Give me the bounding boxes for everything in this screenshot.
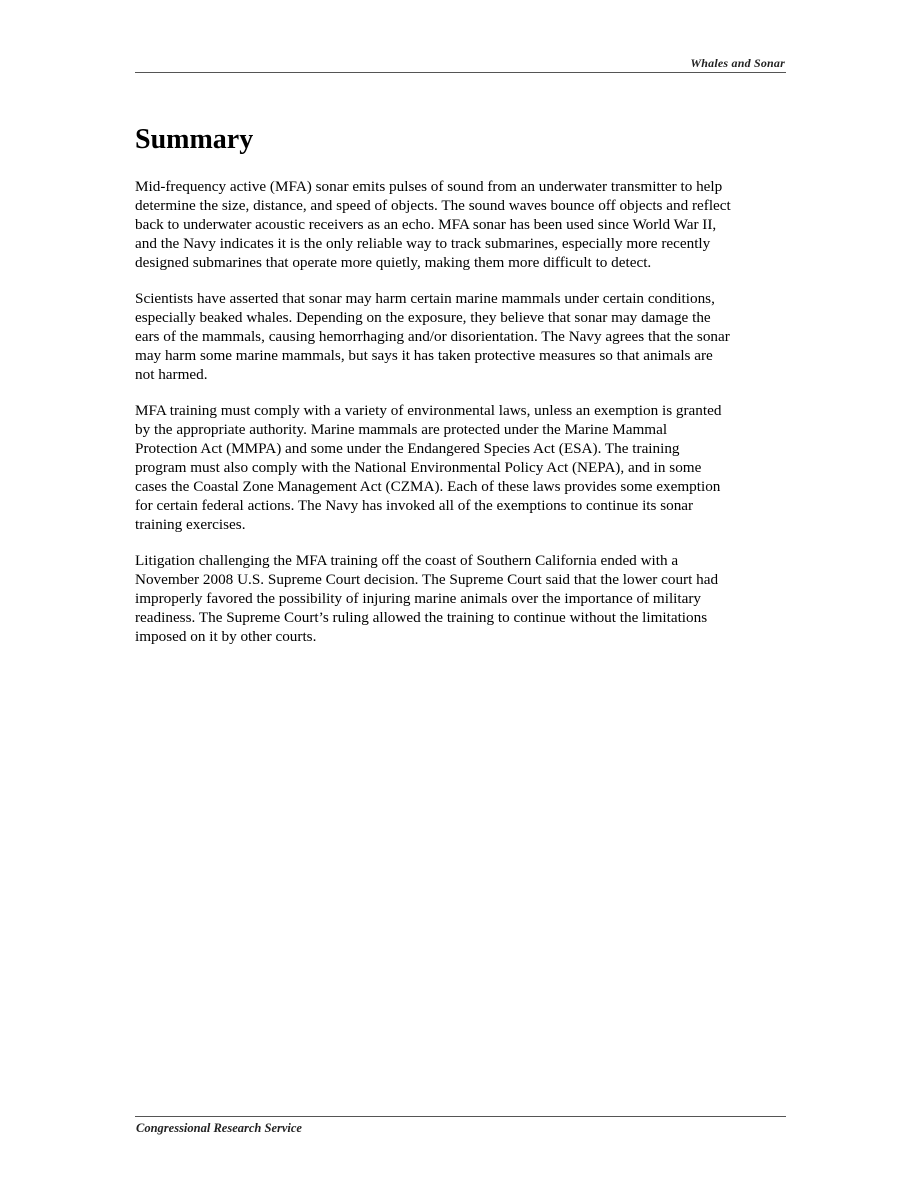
paragraph-marine-mammal-harm: Scientists have asserted that sonar may harm certain marine mammals under certain conditions, especially beaked whales. Depending on the exposure, they believe that sonar may damage the ears of the mammals, causing hemorrhaging and/or disorientation. The Navy agrees that the sonar may harm some marine mammals, but says it has taken protective measures so that animals are not harmed. [135, 290, 730, 383]
running-footer [135, 1116, 786, 1135]
footer-organization: Congressional Research Service [136, 1121, 302, 1135]
paragraph-sonar-overview: Mid-frequency active (MFA) sonar emits pulses of sound from an underwater transmitter to help determine the size, distance, and speed of objects. The sound waves bounce off objects and reflect back to underwater acoustic receivers as an echo. MFA sonar has been used since World War II, and the Navy indicates it is the only reliable way to track submarines, especially more recently designed submarines that operate more quietly, making them more difficult to detect. [135, 178, 731, 271]
running-header-title: Whales and Sonar [690, 56, 785, 70]
paragraph-environmental-laws: MFA training must comply with a variety of environmental laws, unless an exemption is granted by the appropriate authority. Marine mammals are protected under the Marine Mammal Protection Act (MMPA) and some under the Endangered Species Act (ESA). The training program must also comply with the National Environmental Policy Act (NEPA), and in some cases the Coastal Zone Management Act (CZMA). Each of these laws provides some exemption for certain federal actions. The Navy has invoked all of the exemptions to continue its sonar training exercises. [135, 402, 722, 533]
paragraph-litigation: Litigation challenging the MFA training off the coast of Southern California ended with a November 2008 U.S. Supreme Court decision. The Supreme Court said that the lower court had improperly favored the possibility of injuring marine animals over the importance of military readiness. The Supreme Court’s ruling allowed the training to continue without the limitations imposed on it by other courts. [135, 552, 719, 645]
running-header [135, 54, 786, 73]
page-title: Summary [135, 124, 254, 155]
summary-body [135, 177, 791, 663]
